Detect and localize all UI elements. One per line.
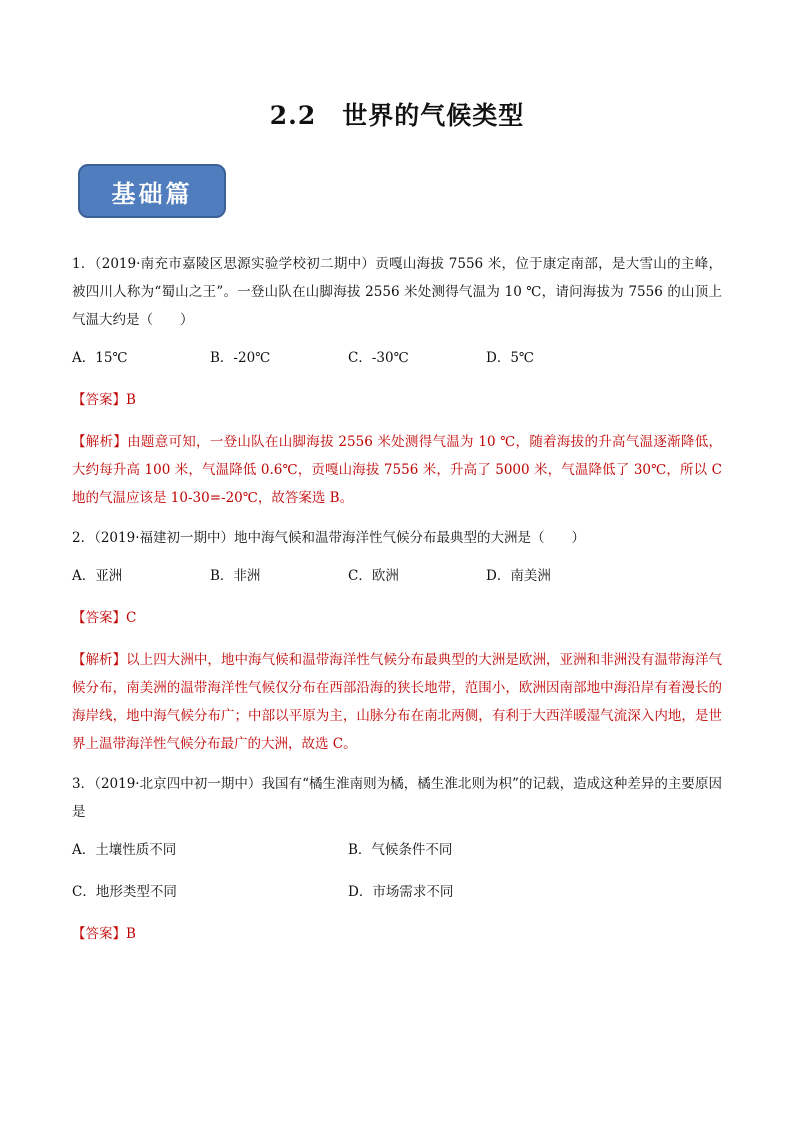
option-row: [72, 562, 722, 590]
explanation: 【解析】由题意可知，一登山队在山脚海拔 2556 米处测得气温为 10 ℃，随着海拔的升高气温逐渐降低，大约每升高 100 米，气温降低 0.6℃，贡嘎山海拔 7556 米，升高了 5000 米，气温降低了 30℃，所以 C 地的气温应该是 10-30=-20℃，故答案选 B。: [72, 434, 722, 506]
section-title: 世界的气候类型: [342, 101, 525, 130]
answer: 【答案】B: [72, 926, 136, 942]
answer: 【答案】B: [72, 392, 136, 408]
option-d: D．5℃: [486, 350, 535, 366]
option-a: A．土壤性质不同: [72, 842, 177, 858]
option-b: B．非洲: [210, 568, 261, 584]
question-stem: 2．（2019·福建初一期中）地中海气候和温带海洋性气候分布最典型的大洲是（ ）: [72, 530, 585, 546]
question-1: [72, 250, 722, 512]
question-2: [72, 524, 722, 758]
question-stem: 3．（2019·北京四中初一期中）我国有“橘生淮南则为橘，橘生淮北则为枳”的记载，造成这种差异的主要原因是: [72, 776, 722, 820]
question-stem: 1．（2019·南充市嘉陵区思源实验学校初二期中）贡嘎山海拔 7556 米，位于康定南部，是大雪山的主峰，被四川人称为“蜀山之王”。一登山队在山脚海拔 2556 米处测得气温为 10 ℃，请问海拔为 7556 的山顶上气温大约是（ ）: [72, 256, 722, 328]
explanation: 【解析】以上四大洲中，地中海气候和温带海洋性气候分布最典型的大洲是欧洲，亚洲和非洲没有温带海洋气候分布，南美洲的温带海洋性气候仅分布在西部沿海的狭长地带，范围小，欧洲因南部地中海沿岸有着漫长的海岸线，地中海气候分布广；中部以平原为主，山脉分布在南北两侧，有利于大西洋暖湿气流深入内地，是世界上温带海洋性气候分布最广的大洲，故选 C。: [72, 652, 722, 752]
option-d: D．南美洲: [486, 568, 551, 584]
page-title: [0, 96, 794, 132]
option-b: B．-20℃: [210, 350, 271, 366]
question-list: [72, 250, 722, 962]
option-a: A．亚洲: [72, 568, 123, 584]
option-b: B．气候条件不同: [348, 842, 453, 858]
option-d: D．市场需求不同: [348, 884, 454, 900]
answer: 【答案】C: [72, 610, 137, 626]
option-c: C．欧洲: [348, 568, 399, 584]
option-c: C．地形类型不同: [72, 884, 177, 900]
option-row: [72, 878, 722, 906]
section-badge: 基础篇: [78, 164, 226, 218]
option-row: [72, 836, 722, 864]
option-c: C．-30℃: [348, 350, 409, 366]
section-number: 2.2: [269, 101, 317, 130]
option-a: A．15℃: [72, 350, 128, 366]
option-row: [72, 344, 722, 372]
question-3: [72, 770, 722, 948]
